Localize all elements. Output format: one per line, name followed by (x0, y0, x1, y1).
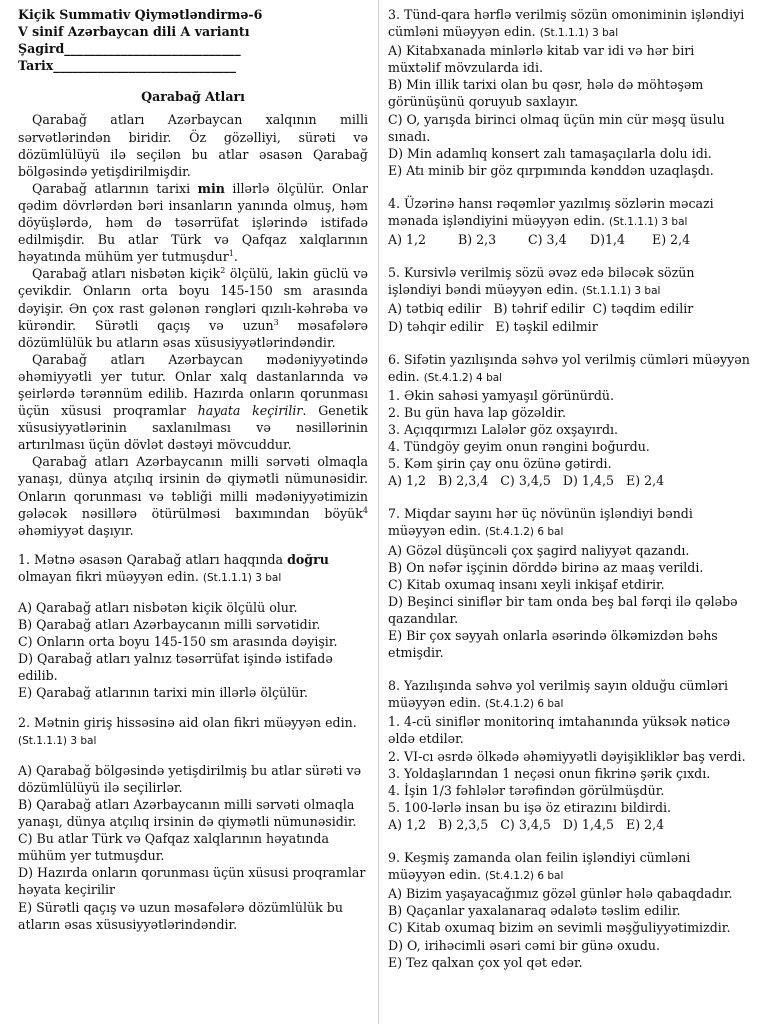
p3-part-a: Qarabağ atları nisbətən kiçik (32, 266, 221, 282)
q5-options-row-2 (388, 318, 750, 335)
p2-part-c: illərlə ölçülür. Onlar qədim dövrlərdən bəri insanların yanında olmuş, həm döyüşlərdə, həm də təsərrüfat işlərində istifadə edilmişdir. Bu atlar Türk və Qafqaz xalqlarının həyatında mühüm yer tutmuşdur (18, 180, 368, 265)
q7-tag: (St.4.1.2) 6 bal (484, 526, 564, 539)
q9-option[interactable]: B) Qaçanlar yaxalanaraq ədalətə təslim edilir. (388, 903, 681, 919)
student-label: Şagird (18, 41, 65, 57)
q1-option[interactable]: A) Qarabağ atları nisbətən kiçik ölçülü olur. (18, 600, 298, 615)
p4-part-a: Qarabağ atları Azərbaycan mədəniyyətində əhəmiyyətli yer tutur. Onlar xalq dastanlarında və şeirlərdə tərənnüm edilib. Hazırda onların qorunması üçün xüsusi proqramlar (18, 351, 368, 419)
date-label: Tarix (18, 58, 54, 74)
q3-option[interactable]: D) Min adamlıq konsert zalı tamaşaçılarla dolu idi. (388, 145, 712, 161)
q7-option[interactable]: A) Gözəl düşüncəli çox şagird naliyyət qazandı. (388, 542, 690, 558)
q7-text: 7. Miqdar sayını hər üç növünün işləndiyi bəndi müəyyən edin. (388, 506, 693, 539)
footnote-2: 2 (220, 266, 226, 276)
q9-option[interactable]: C) Kitab oxumaq bizim ən sevimli məşğuliyyətimizdir. (388, 920, 731, 936)
text-paragraph-3 (18, 265, 368, 350)
p5-part-a: Qarabağ atları Azərbaycanın milli sərvəti olmaqla yanaşı, dünya atçılıq irsinin də qiymətli nümunəsidir. Onların qorunması və təbliği milli mədəniyyətimizin gələcək nəsillərə ötürülməsi baxımından böyük (18, 454, 368, 521)
q5-option[interactable]: D) təhqir edilir (388, 318, 484, 334)
left-column (18, 6, 368, 933)
q2-tag: (St.1.1.1) 3 bal (18, 734, 97, 747)
p2-part-a: Qarabağ atlarının tarixi (32, 180, 198, 196)
q6-options (388, 472, 750, 489)
q8-item: 2. VI-cı əsrdə ölkədə əhəmiyyətli dəyişikliklər baş verdi. (388, 748, 746, 764)
right-column (388, 6, 750, 971)
q8-item: 3. Yoldaşlarından 1 neçəsi onun fikrinə şərik çıxdı. (388, 765, 711, 781)
q6-option[interactable]: C) 3,4,5 (500, 473, 551, 489)
worksheet-variant: V sinif Azərbaycan dili A variantı (18, 24, 250, 40)
q4-option[interactable]: D)1,4 (590, 232, 626, 248)
q5-options-row-1 (388, 300, 750, 317)
q8-options (388, 816, 750, 833)
q4-tag: (St.1.1.1) 3 bal (609, 216, 688, 229)
p5-part-b: əhəmiyyət daşıyır. (18, 522, 134, 538)
q8-item: 1. 4-cü siniflər monitorinq imtahanında yüksək nəticə əldə etdilər. (388, 714, 731, 747)
q1-prefix: 1. Mətnə əsasən Qarabağ atları haqqında (18, 551, 288, 567)
q2-option[interactable]: B) Qarabağ atları Azərbaycanın milli sərvəti olmaqla yanaşı, dünya atçılıq irsinin də qiymətli nümunəsidir. (18, 796, 357, 830)
question-7 (388, 505, 750, 541)
q9-option[interactable]: A) Bizim yaşayacağımız gözəl günlər hələ qabaqdadır. (388, 886, 733, 902)
date-line (18, 57, 368, 74)
question-6 (388, 351, 750, 387)
q6-item: 1. Əkin sahəsi yamyaşıl görünürdü. (388, 387, 615, 403)
q6-item: 3. Açıqqırmızı Lalələr göz oxşayırdı. (388, 421, 619, 437)
p3-part-c: məsafələrə dözümlülük bu atların əsas xüsusiyyətlərindəndir. (18, 317, 369, 350)
text-paragraph-4 (18, 351, 368, 454)
q1-tag: (St.1.1.1) 3 bal (202, 571, 282, 584)
q1-option[interactable]: D) Qarabağ atları yalnız təsərrüfat işində istifadə edilib. (18, 651, 333, 684)
question-2 (18, 714, 368, 750)
text-paragraph-1: Qarabağ atları Azərbaycan xalqının milli sərvətlərindən biridir. Öz gözəlliyi, sürəti və dözümlülüyü ilə seçilən bu atlar əsasən Qarabağ bölgəsində yetişdirilmişdir. (18, 112, 368, 179)
question-4 (388, 195, 750, 231)
text-paragraph-5 (18, 453, 368, 538)
q4-options (388, 231, 750, 248)
q8-item: 4. İşin 1/3 fəhlələr tərəfindən görülmüşdür. (388, 782, 665, 798)
q5-tag: (St.1.1.1) 3 bal (582, 285, 661, 298)
q9-option[interactable]: D) O, irihəcimli əsəri cəmi bir günə oxudu. (388, 937, 661, 953)
question-9 (388, 849, 750, 885)
q4-option[interactable]: E) 2,4 (652, 232, 691, 248)
q1-suffix: olmayan fikri müəyyən edin. (18, 568, 199, 584)
q1-option[interactable]: E) Qarabağ atlarının tarixi min illərlə ölçülür. (18, 685, 308, 701)
q2-option[interactable]: D) Hazırda onların qorunması üçün xüsusi proqramlar həyata keçirilir (18, 865, 366, 898)
q4-option[interactable]: C) 3,4 (528, 232, 567, 248)
q5-option[interactable]: A) tətbiq edilir (388, 301, 482, 317)
footnote-1: 1 (228, 249, 234, 259)
q6-item: 4. Tündgöy geyim onun rəngini boğurdu. (388, 439, 650, 455)
question-1 (18, 551, 368, 587)
q3-option[interactable]: C) O, yarışda birinci olmaq üçün min cür məşq üsulu sınadı. (388, 111, 725, 144)
q6-option[interactable]: E) 2,4 (626, 473, 665, 489)
q4-option[interactable]: B) 2,3 (458, 232, 497, 248)
q4-option[interactable]: A) 1,2 (388, 232, 427, 248)
p3-part-b: ölçülü, lakin güclü və çevikdir. Onların orta boyu 145-150 sm arasında dəyişir. Ən çox rast gələnən rəngləri qızılı-kəhrəba və kürəndir. Sürətli qaçış və uzun (18, 266, 368, 333)
q9-tag: (St.4.1.2) 6 bal (484, 870, 564, 883)
worksheet-title: Kiçik Summativ Qiymətləndirmə-6 (18, 7, 263, 22)
q8-text: 8. Yazılışında səhvə yol verilmiş sayın olduğu cümləri müəyyən edin. (388, 678, 728, 711)
q8-option[interactable]: E) 2,4 (626, 816, 665, 832)
footnote-4: 4 (362, 505, 368, 515)
q5-option[interactable]: B) təhrif edilir (493, 301, 585, 317)
q8-item: 5. 100-lərlə insan bu işə öz etirazını bildirdi. (388, 799, 672, 815)
q1-option[interactable]: B) Qarabağ atları Azərbaycanın milli sərvətidir. (18, 617, 321, 633)
q2-option[interactable]: E) Sürətli qaçış və uzun məsafələrə dözümlülük bu atların əsas xüsusiyyətlərindəndir. (18, 899, 343, 932)
q8-tag: (St.4.1.2) 6 bal (484, 698, 564, 711)
q3-tag: (St.1.1.1) 3 bal (539, 27, 619, 40)
text-title: Qarabağ Atları (141, 89, 245, 105)
p2-part-d: . (233, 249, 238, 265)
question-8 (388, 677, 750, 713)
q7-option[interactable]: C) Kitab oxumaq insanı xeyli inkişaf etdirir. (388, 576, 665, 592)
q7-option[interactable]: D) Beşinci siniflər bir tam onda beş bal fərqi ilə qələbə qazandılar. (388, 593, 738, 626)
q2-option[interactable]: C) Bu atlar Türk və Qafqaz xalqlarının həyatında mühüm yer tutmuşdur. (18, 831, 329, 864)
q6-tag: (St.4.1.2) 4 bal (423, 371, 503, 384)
q8-option[interactable]: B) 2,3,5 (438, 816, 489, 832)
q7-option[interactable]: E) Bir çox səyyah onlarla əsərində ölkəmizdən bəhs etmişdir. (388, 628, 718, 661)
q7-option[interactable]: B) On nəfər işçinin dörddə birinə az maaş verildi. (388, 559, 704, 575)
q8-option[interactable]: C) 3,4,5 (500, 816, 551, 832)
footnote-3: 3 (273, 317, 279, 327)
q5-option[interactable]: C) təqdim edilir (592, 301, 694, 317)
q1-bold: doğru (287, 551, 329, 567)
q1-option[interactable]: C) Onların orta boyu 145-150 sm arasında dəyişir. (18, 634, 338, 650)
q6-item: 5. Kəm şirin çay onu özünə gətirdi. (388, 456, 612, 472)
q3-text: 3. Tünd-qara hərflə verilmiş sözün omoniminin işləndiyi cümləni müəyyən edin. (388, 7, 745, 40)
q5-option[interactable]: E) təşkil edilmir (495, 318, 598, 334)
q6-item: 2. Bu gün hava lap gözəldir. (388, 404, 567, 420)
q5-text: 5. Kursivlə verilmiş sözü əvəz edə biləcək sözün işləndiyi bəndi müəyyən edin. (388, 265, 695, 298)
text-paragraph-2 (18, 180, 368, 265)
q9-option[interactable]: E) Tez qalxan çox yol qət edər. (388, 954, 583, 970)
student-blank: ____________________________ (64, 41, 241, 57)
q3-option[interactable]: E) Atı minib bir göz qırpımında kənddən uzaqlaşdı. (388, 162, 714, 178)
q3-option[interactable]: A) Kitabxanada minlərlə kitab var idi və hər biri müxtəlif mövzularda idi. (388, 43, 695, 76)
p4-italic: hayata keçirilir (197, 403, 303, 419)
column-divider (378, 0, 379, 1024)
q2-option[interactable]: A) Qarabağ bölgəsində yetişdirilmiş bu atlar sürəti və dözümlülüyü ilə seçilirlər. (18, 762, 362, 795)
q4-text: 4. Üzərinə hansı rəqəmlər yazılmış sözlərin məcazi mənada işləndiyini müəyyən edin. (388, 195, 714, 229)
q8-option[interactable]: A) 1,2 (388, 816, 427, 832)
date-blank: _____________________________ (53, 58, 236, 74)
q8-option[interactable]: D) 1,4,5 (562, 816, 614, 832)
q3-option[interactable]: B) Min illik tarixi olan bu qəsr, hələ də möhtəşəm görünüşünü qoruyub saxlayır. (388, 77, 704, 110)
q6-text: 6. Sifətin yazılışında səhvə yol verilmiş cümləri müəyyən edin. (388, 351, 750, 384)
q9-text: 9. Keşmiş zamanda olan feilin işləndiyi cümləni müəyyən edin. (388, 850, 691, 883)
p2-bold-word: min (197, 180, 225, 196)
question-5 (388, 264, 750, 300)
p4-part-b: . Genetik xüsusiyyətlərinin saxlanılması və nəsillərinin artırılması üçün dövlət dəstəyi mövcuddur. (18, 403, 369, 453)
question-3 (388, 6, 750, 42)
q2-text: 2. Mətnin giriş hissəsinə aid olan fikri müəyyən edin. (18, 714, 357, 730)
q6-option[interactable]: B) 2,3,4 (438, 473, 489, 489)
q6-option[interactable]: A) 1,2 (388, 473, 427, 489)
student-name-line (18, 40, 368, 57)
q6-option[interactable]: D) 1,4,5 (562, 473, 614, 489)
